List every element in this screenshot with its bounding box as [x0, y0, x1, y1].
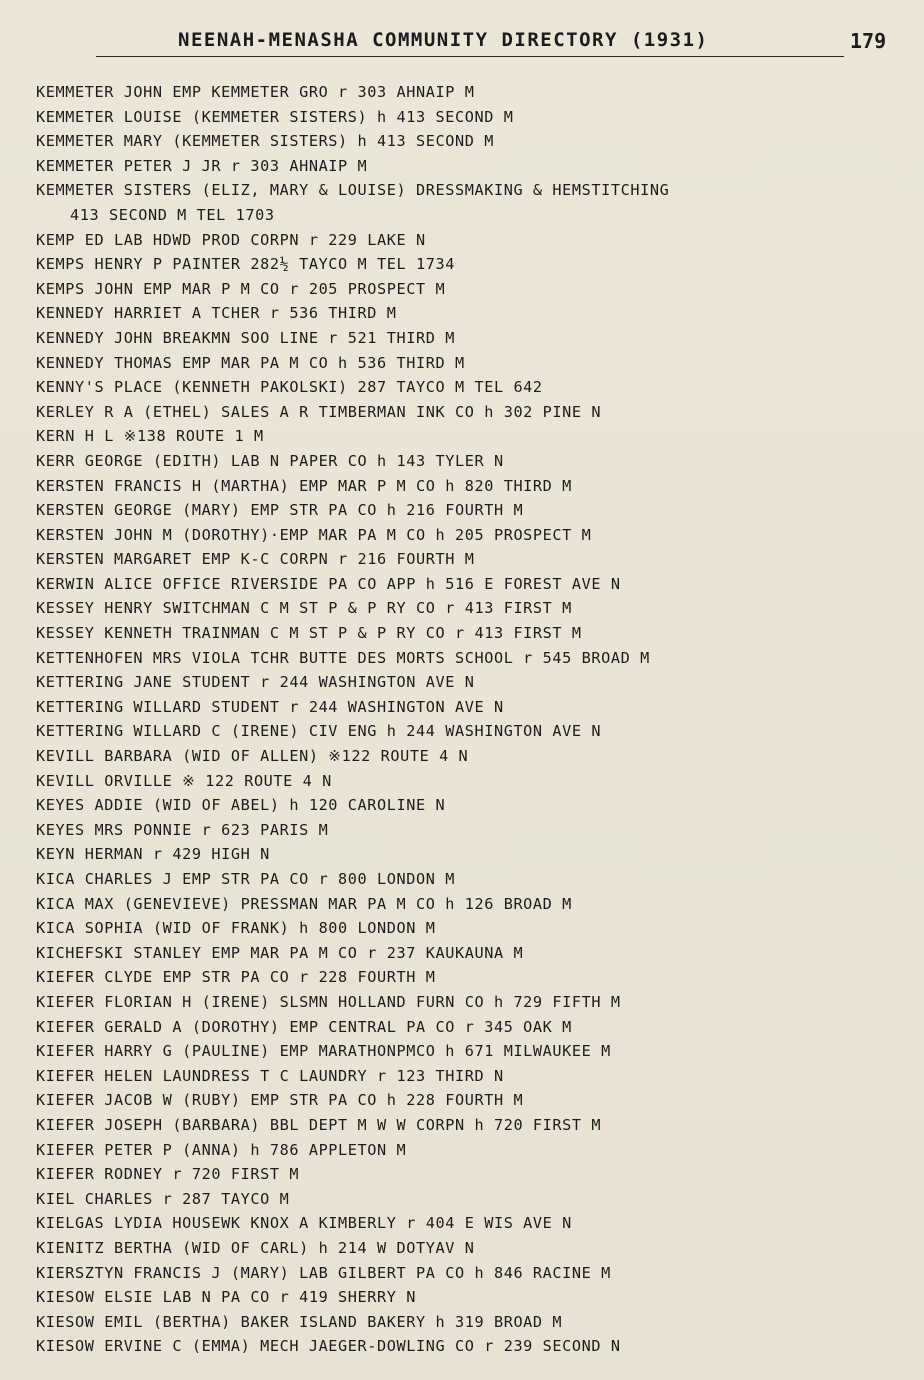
directory-entries — [36, 80, 906, 1359]
directory-entry: KIESOW ELSIE LAB N PA CO r 419 SHERRY N — [36, 1288, 417, 1307]
directory-entry: KEYES MRS PONNIE r 623 PARIS M — [36, 820, 329, 839]
directory-entry: KIEFER FLORIAN H (IRENE) SLSMN HOLLAND FURN CO h 729 FIFTH M — [36, 992, 621, 1011]
directory-entry: KERWIN ALICE OFFICE RIVERSIDE PA CO APP h 516 E FOREST AVE N — [36, 574, 621, 593]
directory-entry: KEYES ADDIE (WID OF ABEL) h 120 CAROLINE N — [36, 796, 446, 815]
directory-entry: KERSTEN FRANCIS H (MARTHA) EMP MAR P M CO h 820 THIRD M — [36, 476, 572, 495]
directory-entry: KETTERING JANE STUDENT r 244 WASHINGTON AVE N — [36, 673, 475, 692]
directory-entry: KERLEY R A (ETHEL) SALES A R TIMBERMAN INK CO h 302 PINE N — [36, 402, 602, 421]
directory-entry: KEMMETER JOHN EMP KEMMETER GRO r 303 AHNAIP M — [36, 83, 475, 101]
directory-entry: KIEFER HELEN LAUNDRESS T C LAUNDRY r 123 THIRD N — [36, 1066, 504, 1085]
directory-entry: KIEFER HARRY G (PAULINE) EMP MARATHONPMCO h 671 MILWAUKEE M — [36, 1042, 611, 1061]
directory-entry: KIEFER JACOB W (RUBY) EMP STR PA CO h 228 FOURTH M — [36, 1091, 524, 1110]
directory-entry: KESSEY HENRY SWITCHMAN C M ST P & P RY CO r 413 FIRST M — [36, 599, 572, 618]
directory-entry: KETTENHOFEN MRS VIOLA TCHR BUTTE DES MORTS SCHOOL r 545 BROAD M — [36, 648, 650, 667]
directory-entry: KEMMETER LOUISE (KEMMETER SISTERS) h 413 SECOND M — [36, 107, 514, 126]
directory-entry: KEMMETER SISTERS (ELIZ, MARY & LOUISE) DRESSMAKING & HEMSTITCHING — [36, 181, 670, 200]
header-rule — [96, 56, 844, 57]
directory-entry: KEVILL ORVILLE ※ 122 ROUTE 4 N — [36, 771, 332, 790]
page-title: NEENAH-MENASHA COMMUNITY DIRECTORY (1931) — [178, 29, 709, 51]
directory-entry: KEMP ED LAB HDWD PROD CORPN r 229 LAKE N — [36, 230, 426, 249]
directory-entry: KERSTEN MARGARET EMP K-C CORPN r 216 FOURTH M — [36, 550, 475, 569]
directory-entry: KIESOW ERVINE C (EMMA) MECH JAEGER-DOWLING CO r 239 SECOND N — [36, 1337, 621, 1356]
directory-entry: KEVILL BARBARA (WID OF ALLEN) ※122 ROUTE 4 N — [36, 747, 469, 766]
directory-entry: KETTERING WILLARD C (IRENE) CIV ENG h 244 WASHINGTON AVE N — [36, 722, 602, 741]
directory-entry: 413 SECOND M TEL 1703 — [70, 205, 275, 224]
directory-entry: KENNEDY THOMAS EMP MAR PA M CO h 536 THIRD M — [36, 353, 465, 372]
directory-entry: KICA CHARLES J EMP STR PA CO r 800 LONDON M — [36, 870, 455, 888]
directory-entry: KETTERING WILLARD STUDENT r 244 WASHINGTON AVE N — [36, 697, 504, 716]
directory-entry: KEMPS JOHN EMP MAR P M CO r 205 PROSPECT M — [36, 279, 446, 298]
directory-entry: KENNY'S PLACE (KENNETH PAKOLSKI) 287 TAYCO M TEL 642 — [36, 378, 543, 397]
directory-entry: KICA SOPHIA (WID OF FRANK) h 800 LONDON M — [36, 919, 436, 938]
directory-entry: KIEL CHARLES r 287 TAYCO M — [36, 1189, 290, 1208]
page-header — [0, 26, 924, 60]
directory-entry: KEMMETER MARY (KEMMETER SISTERS) h 413 SECOND M — [36, 132, 494, 151]
directory-entry: KIESOW EMIL (BERTHA) BAKER ISLAND BAKERY h 319 BROAD M — [36, 1312, 563, 1331]
directory-entry: KEYN HERMAN r 429 HIGH N — [36, 845, 270, 864]
directory-entry: KEMPS HENRY P PAINTER 282½ TAYCO M TEL 1734 — [36, 255, 455, 274]
directory-entry: KIEFER JOSEPH (BARBARA) BBL DEPT M W W CORPN h 720 FIRST M — [36, 1115, 602, 1134]
directory-entry: KESSEY KENNETH TRAINMAN C M ST P & P RY CO r 413 FIRST M — [36, 624, 582, 643]
directory-entry: KENNEDY HARRIET A TCHER r 536 THIRD M — [36, 304, 397, 323]
directory-entry: KICHEFSKI STANLEY EMP MAR PA M CO r 237 KAUKAUNA M — [36, 943, 524, 962]
directory-entry: KIELGAS LYDIA HOUSEWK KNOX A KIMBERLY r 404 E WIS AVE N — [36, 1214, 572, 1233]
directory-entry: KERSTEN JOHN M (DOROTHY)·EMP MAR PA M CO h 205 PROSPECT M — [36, 525, 592, 544]
directory-entry: KERSTEN GEORGE (MARY) EMP STR PA CO h 216 FOURTH M — [36, 501, 524, 520]
page-number: 179 — [850, 29, 887, 53]
directory-entry: KIEFER GERALD A (DOROTHY) EMP CENTRAL PA CO r 345 OAK M — [36, 1017, 572, 1036]
directory-entry: KERR GEORGE (EDITH) LAB N PAPER CO h 143 TYLER N — [36, 451, 504, 470]
directory-entry: KIEFER CLYDE EMP STR PA CO r 228 FOURTH M — [36, 968, 436, 987]
directory-entry: KERN H L ※138 ROUTE 1 M — [36, 427, 264, 446]
directory-entry: KIERSZTYN FRANCIS J (MARY) LAB GILBERT PA CO h 846 RACINE M — [36, 1263, 611, 1282]
directory-entry: KENNEDY JOHN BREAKMN SOO LINE r 521 THIRD M — [36, 328, 455, 347]
directory-entry: KIEFER RODNEY r 720 FIRST M — [36, 1165, 300, 1184]
directory-entry: KEMMETER PETER J JR r 303 AHNAIP M — [36, 156, 368, 175]
directory-entry: KIENITZ BERTHA (WID OF CARL) h 214 W DOTYAV N — [36, 1238, 475, 1257]
directory-entry: KICA MAX (GENEVIEVE) PRESSMAN MAR PA M CO h 126 BROAD M — [36, 894, 572, 913]
directory-entry: KIEFER PETER P (ANNA) h 786 APPLETON M — [36, 1140, 407, 1159]
